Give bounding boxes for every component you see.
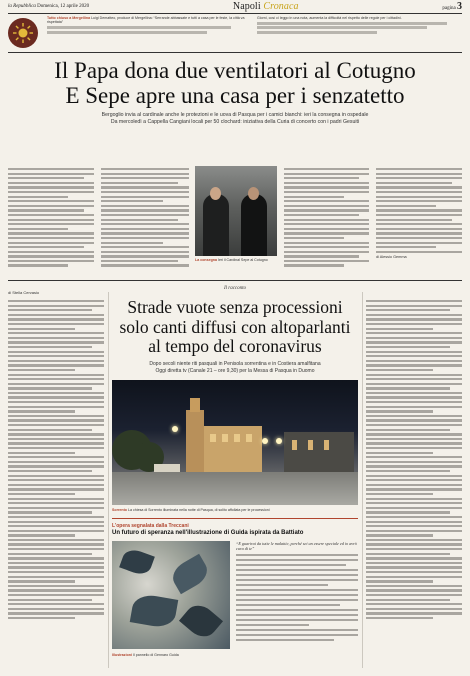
page-header [0,0,470,12]
column-divider-right [362,292,363,668]
main-article-photo [195,166,277,256]
promo-text-2: Giorni, così ci leggo in una nota, aumenta la difficoltà nel rispetto delle regole per i cittadini. [257,16,402,20]
main-subhead-line-2: Da mercoledì a Cappella Cangiani locali per 50 clochard: iniziativa della Curia di concerto con i padri Gesuiti [110,119,360,125]
second-article-kicker: Il racconto [223,286,247,291]
main-headline-line-1: Il Papa dona due ventilatori al Cotugno [54,58,416,83]
page-number: 3 [457,0,462,12]
column-divider-left [108,292,109,668]
promo-headline: Tutto chiuso a Mergellina [47,16,91,20]
section-rule-1 [8,280,462,281]
main-headline [8,58,462,108]
second-article-column-right [366,300,462,622]
promo-text-1: Luigi Dematteo, produce di Mergellina: “Serrande abbassate e tutti a casa per le feste, la città va rispettata” [47,16,245,25]
second-article-photo [112,380,358,505]
illustration-caption [112,653,230,657]
promo-column-1 [42,16,252,50]
second-subhead-line-1: Dopo secoli niente riti pasquali in Penisola sorrentina e in Costiera amalfitana [149,361,321,367]
illustration-caption-text: Il pannello di Gennaro Guida [132,653,179,657]
main-article-column-3 [284,168,369,269]
second-article-byline: di Stella Cervasio [8,290,40,295]
masthead-date [8,4,89,9]
third-article-headline: Un futuro di speranza nell'illustrazione di Guida ispirata da Battiato [112,530,304,536]
second-headline-line-3: al tempo del coronavirus [148,336,322,356]
second-photo-caption-bold: Sorrento [112,508,127,512]
promo-strip [8,16,462,50]
second-headline-line-2: solo canti diffusi con altoparlanti [119,316,351,337]
section-title [233,1,299,12]
main-headline-line-2: E Sepe apre una casa per i senzatetto [65,83,405,108]
main-article-column-1 [8,168,94,269]
main-photo-caption-bold: La consegna [195,258,217,262]
main-article-column-2 [101,168,189,269]
page-word: pagina [442,5,456,11]
illustration-caption-bold: Illustrazioni [112,653,132,657]
box-rule [112,518,358,519]
header-rule [8,13,462,14]
illustration-image [112,541,230,649]
main-article-column-4 [376,168,462,262]
third-article-quote: “E guarirai da tutte le malattie, perché sei un essere speciale ed io avrò cura di te” [236,541,357,551]
section-name: Cronaca [263,0,299,12]
main-photo-caption-text: Ieri il Cardinal Sepe al Cotugno [217,258,268,262]
second-subheadline [115,361,355,374]
second-photo-caption-text: La chiesa di Sorrento illuminata nella notte di Pasqua, di solito affollata per le processioni [127,508,270,512]
third-article-box [112,523,358,668]
second-headline [112,298,358,357]
second-article-column-1 [8,300,104,622]
second-subhead-line-2: Oggi diretta tv (Canale 21 – ore 9,30) per la Messa di Pasqua in Duomo [155,367,315,374]
promo-rule [8,52,462,53]
sun-emblem-icon [8,18,38,48]
main-subheadline [30,112,440,126]
third-article-kicker: L'opera segnalata dalla Treccani [112,523,189,529]
main-subhead-line-1: Bergoglio invia al cardinale anche le protezioni e le uova di Pasqua per i camici bianchi: ieri la consegna in ospedale [101,112,369,118]
promo-column-2 [252,16,462,50]
masthead: la Repubblica [8,3,36,9]
second-headline-line-1: Strade vuote senza processioni [127,297,343,317]
third-article-body [236,541,358,644]
main-article-byline: di Alessio Gemma [376,255,407,260]
page-label [442,1,462,12]
second-photo-caption [112,508,358,512]
issue-date: Domenica, 12 aprile 2020 [37,3,90,9]
main-photo-caption [195,258,277,262]
section-city: Napoli [232,0,261,12]
